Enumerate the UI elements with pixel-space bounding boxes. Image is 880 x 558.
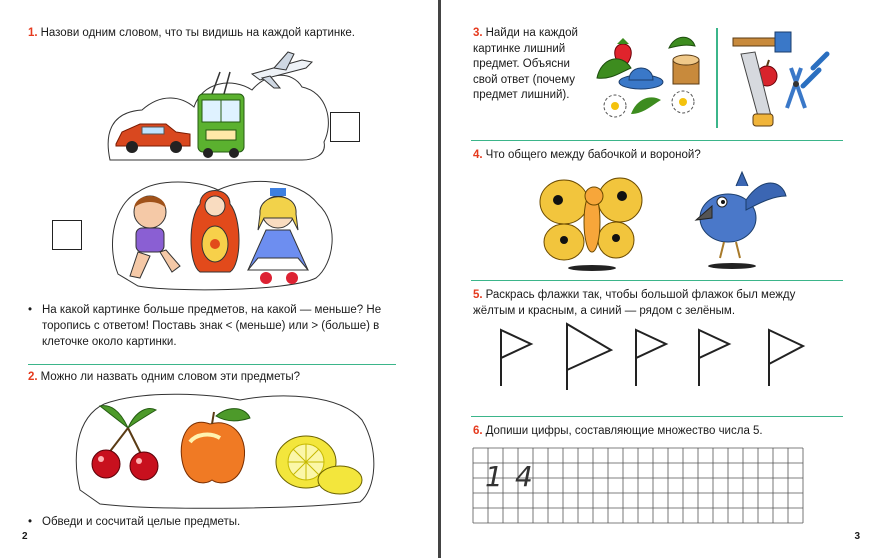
- task-number: 1.: [28, 27, 38, 39]
- wrench-icon: [803, 54, 827, 86]
- task-3: [473, 26, 593, 104]
- task-2: [28, 370, 428, 386]
- section-divider: [471, 280, 843, 281]
- hat-icon: [619, 68, 663, 89]
- right-page: [441, 0, 880, 558]
- flag-icon[interactable]: [501, 330, 531, 386]
- task-text: Найди на каждой картинке лишний предмет. Объясни свой ответ (почему предмет лишний).: [473, 27, 578, 101]
- task-text: Допиши цифры, составляющие множество числа 5.: [485, 425, 763, 437]
- task-text: Что общего между бабочкой и вороной?: [485, 149, 701, 161]
- task-number: 2.: [28, 371, 38, 383]
- bullet-compare: • На какой картинке больше предметов, на какой — меньше? Не торопись с ответом! Поставь знак < (меньше) или > (больше) в клеточке около картинки.: [28, 302, 387, 350]
- dolls-illustration: [108, 174, 338, 292]
- flag-icon[interactable]: [699, 330, 729, 386]
- task-number: 4.: [473, 149, 483, 161]
- flag-icon[interactable]: [769, 330, 803, 386]
- page-number-left: 2: [22, 531, 28, 542]
- section-divider: [471, 140, 843, 141]
- task-number: 6.: [473, 425, 483, 437]
- comparison-box-2[interactable]: [52, 220, 82, 250]
- task-text: Раскрась флажки так, чтобы большой флажок был между жёлтым и красным, а синий — рядом с зелёным.: [473, 289, 796, 317]
- crow-icon: [696, 172, 786, 269]
- task-5: [473, 288, 803, 319]
- page-number-right: 3: [854, 531, 860, 542]
- flag-icon[interactable]: [636, 330, 666, 386]
- stump-icon: [673, 55, 699, 84]
- number-grid[interactable]: [471, 446, 811, 526]
- task-text: Назови одним словом, что ты видишь на каждой картинке.: [40, 27, 356, 39]
- vehicles-illustration: [102, 52, 342, 162]
- task-6: [473, 424, 843, 440]
- left-page: [0, 0, 438, 558]
- butterfly-icon: [540, 178, 642, 271]
- task-1: [28, 26, 428, 42]
- task-4: [473, 148, 843, 164]
- daisy-icon: [604, 91, 694, 117]
- butterfly-crow-illustration: [536, 166, 796, 276]
- hammer-icon: [733, 32, 791, 52]
- task-number: 5.: [473, 289, 483, 301]
- section-divider: [471, 416, 843, 417]
- task-text: Можно ли назвать одним словом эти предметы?: [40, 371, 301, 383]
- written-digit-4: 4: [515, 460, 533, 493]
- task-number: 3.: [473, 27, 483, 39]
- fruits-illustration: [70, 390, 380, 508]
- flags-illustration: [491, 322, 811, 392]
- comparison-box-1[interactable]: [330, 112, 360, 142]
- leaves-icon: [597, 59, 631, 78]
- section-divider: [28, 364, 396, 365]
- bullet-count: • Обведи и сосчитай целые предметы.: [28, 514, 387, 530]
- written-digit-1: 1: [485, 460, 503, 493]
- leaf-icon: [669, 37, 695, 48]
- flag-icon[interactable]: [567, 324, 611, 390]
- odd-one-out-illustration: [591, 28, 831, 128]
